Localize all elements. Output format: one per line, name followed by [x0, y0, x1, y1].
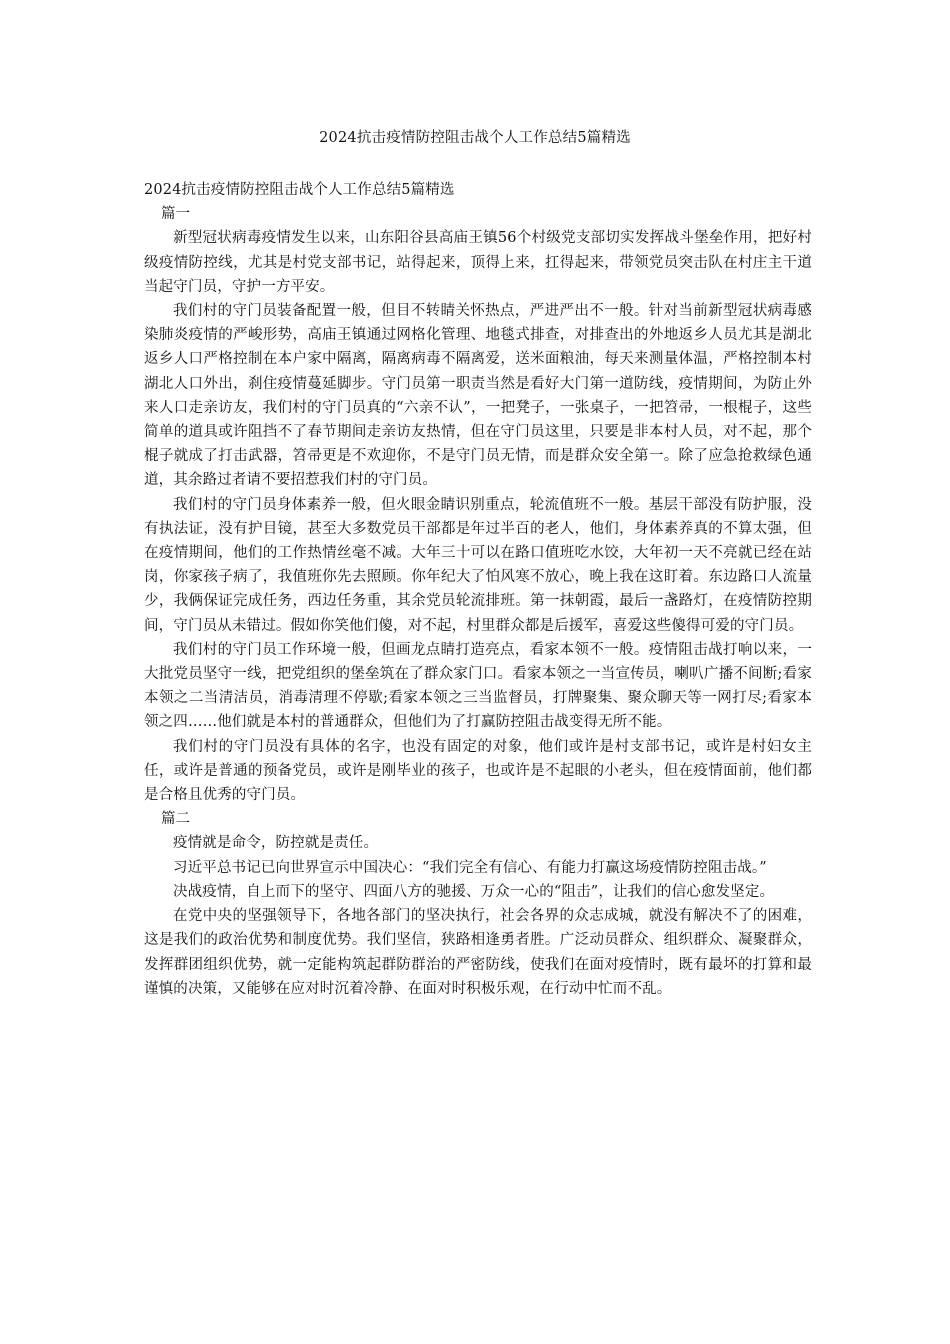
body-paragraph: 习近平总书记已向世界宣示中国决心：“我们完全有信心、有能力打赢这场疫情防控阻击战。” [173, 859, 767, 876]
body-paragraph: 我们村的守门员装备配置一般，但目不转睛关怀热点，严进严出不一般。针对当前新型冠状病毒感染肺炎疫情的严峻形势，高庙王镇通过网格化管理、地毯式排查，对排查出的外地返乡人员尤其是湖北返乡人口严格控制在本户家中隔离，隔离病毒不隔离爱，送米面粮油，每天来测量体温，严格控制本村湖北人口外出，刹住疫情蔓延脚步。守门员第一职责当然是看好大门第一道防线，疫情期间，为防止外来人口走亲访友，我们村的守门员真的“六亲不认”，一把凳子，一张桌子，一把笤帚，一根棍子，这些简单的道具或许阻挡不了春节期间走亲访友热情，但在守门员这里，只要是非本村人员，对不起，那个棍子就成了打击武器，笤帚更是不欢迎你，不是守门员无情，而是群众安全第一。除了应急抢救绿色通道，其余路过者请不要招惹我们村的守门员。 [144, 303, 812, 489]
section-heading-2: 篇二 [161, 811, 191, 828]
document-subtitle: 2024抗击疫情防控阻击战个人工作总结5篇精选 [144, 182, 455, 198]
document-title: 2024抗击疫情防控阻击战个人工作总结5篇精选 [319, 130, 631, 146]
body-paragraph: 决战疫情，自上而下的坚守、四面八方的驰援、万众一心的“阻击”，让我们的信心愈发坚定。 [173, 883, 775, 900]
body-paragraph: 我们村的守门员没有具体的名字，也没有固定的对象，他们或许是村支部书记，或许是村妇女主任，或许是普通的预备党员，或许是刚毕业的孩子，也或许是不起眼的小老头，但在疫情面前，他们都是合格且优秀的守门员。 [144, 738, 812, 804]
body-paragraph: 新型冠状病毒疫情发生以来，山东阳谷县高庙王镇56个村级党支部切实发挥战斗堡垒作用，把好村级疫情防控线，尤其是村党支部书记，站得起来，顶得上来，扛得起来，带领党员突击队在村庄主干道当起守门员，守护一方平安。 [144, 230, 812, 295]
body-paragraph: 我们村的守门员身体素养一般，但火眼金睛识别重点，轮流值班不一般。基层干部没有防护服，没有执法证，没有护目镜，甚至大多数党员干部都是年过半百的老人，他们，身体素养真的不算太强，但在疫情期间，他们的工作热情丝毫不减。大年三十可以在路口值班吃水饺，大年初一天不亮就已经在站岗，你家孩子病了，我值班你先去照顾。你年纪大了怕风寒不放心，晚上我在这盯着。东边路口人流量少，我俩保证完成任务，西边任务重，其余党员轮流排班。第一抹朝霞，最后一盏路灯，在疫情防控期间，守门员从未错过。假如你笑他们傻，对不起，村里群众都是后援军，喜爱这些傻得可爱的守门员。 [144, 496, 812, 634]
section-heading-1: 篇一 [161, 206, 191, 223]
body-paragraph: 在党中央的坚强领导下，各地各部门的坚决执行，社会各界的众志成城，就没有解决不了的困难，这是我们的政治优势和制度优势。我们坚信，狭路相逢勇者胜。广泛动员群众、组织群众、凝聚群众，发挥群团组织优势，就一定能构筑起群防群治的严密防线，使我们在面对疫情时，既有最坏的打算和最谨慎的决策，又能够在应对时沉着冷静、在面对时积极乐观，在行动中忙而不乱。 [144, 908, 812, 997]
body-paragraph: 我们村的守门员工作环境一般，但画龙点睛打造亮点，看家本领不一般。疫情阻击战打响以来，一大批党员坚守一线，把党组织的堡垒筑在了群众家门口。看家本领之一当宣传员，喇叭广播不间断;看家本领之二当清洁员，消毒清理不停歇;看家本领之三当监督员，打牌聚集、聚众聊天等一网打尽;看家本领之四……他们就是本村的普通群众，但他们为了打赢防控阻击战变得无所不能。 [144, 641, 812, 731]
body-paragraph: 疫情就是命令，防控就是责任。 [173, 835, 379, 852]
document-body [144, 178, 812, 1001]
